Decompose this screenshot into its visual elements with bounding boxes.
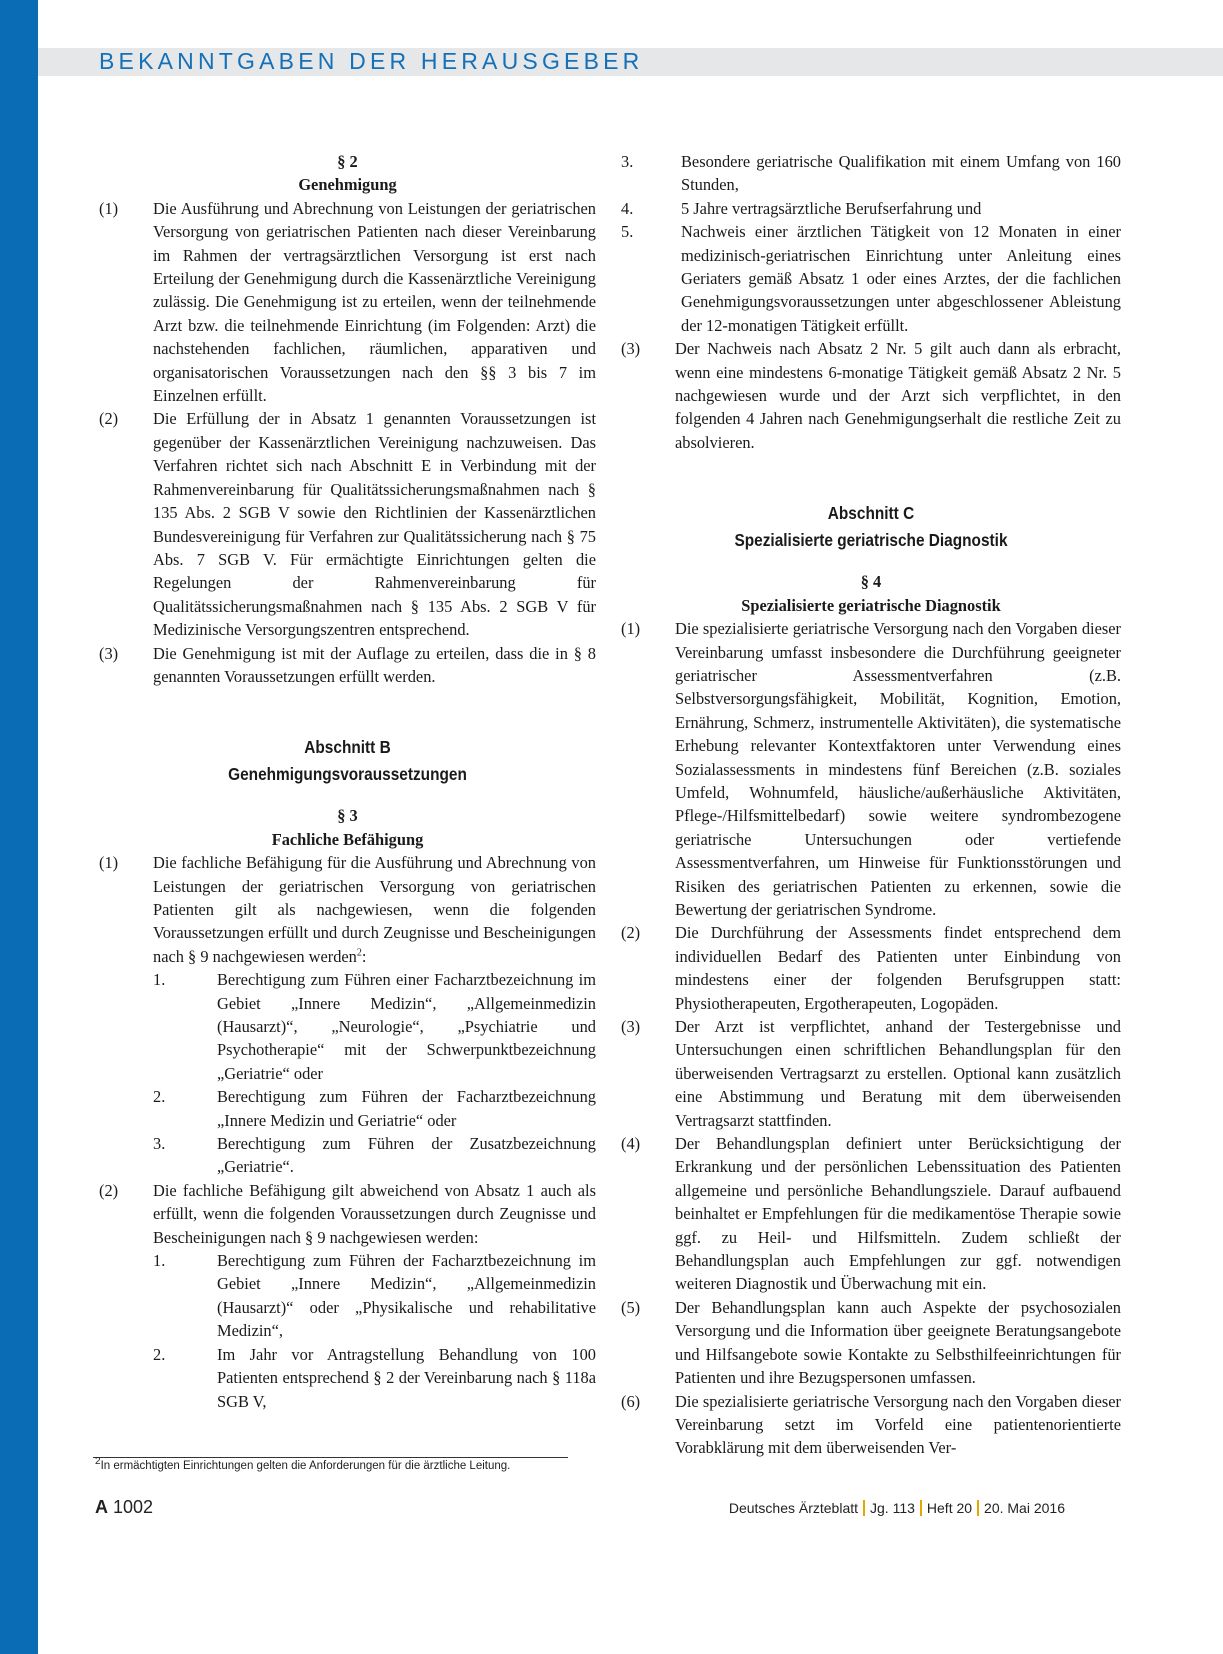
page-number <box>95 1497 153 1518</box>
separator <box>863 1500 865 1516</box>
sub-text: Besondere geriatrische Qualifikation mit einem Umfang von 160 Stunden, <box>681 152 1121 195</box>
sub-text: 5 Jahre vertragsärztliche Berufserfahrung und <box>681 198 982 218</box>
footnote <box>95 1456 511 1472</box>
sub-number: 1. <box>153 1251 166 1271</box>
paragraph-title-4: Spezialisierte geriatrische Diagnostik <box>741 595 1001 615</box>
sub-text: Berechtigung zum Führen der Facharztbezeichnung „Innere Medizin und Geriatrie“ oder <box>217 1087 596 1130</box>
journal-name: Deutsches Ärzteblatt <box>728 1500 859 1516</box>
item-number: (2) <box>99 409 119 429</box>
s3-p1-sub-2 <box>153 1085 596 1132</box>
item-number: (4) <box>621 1134 641 1154</box>
left-column <box>99 150 596 1413</box>
journal-info <box>729 1500 1065 1516</box>
journal-volume: Jg. 113 <box>870 1500 915 1516</box>
item-text: Der Behandlungsplan kann auch Aspekte der psychosozialen Versorgung und die Information über geeignete Beratungsangebote und Hilfsangebote sowie Kontakte zu Selbsthilfeeinrichtungen für Patienten und ihre Bezugspersonen umfassen. <box>675 1297 1121 1388</box>
s4-item-6 <box>621 1390 1121 1460</box>
s4-item-1 <box>621 617 1121 921</box>
s3-p2-sub-5 <box>621 220 1121 337</box>
s4-item-5 <box>621 1296 1121 1390</box>
s4-item-3 <box>621 1015 1121 1132</box>
s3-p1-sub-3 <box>153 1132 596 1179</box>
item-text-body: Die fachliche Befähigung für die Ausführung und Abrechnung von Leistungen der geriatrischen Versorgung von geriatrischen Patienten gilt als nachgewiesen, wenn die folgenden Voraussetzungen erfüllt und durch Zeugnisse und Bescheinigungen nach § 9 nachgewiesen werden <box>153 853 596 966</box>
footnote-ref: 2 <box>356 947 362 959</box>
paragraph-number-3: § 3 <box>337 806 358 826</box>
separator <box>977 1500 979 1516</box>
abschnitt-b-title: Genehmigungsvoraussetzungen <box>228 764 467 785</box>
item-number: (1) <box>99 853 119 873</box>
sub-number: 3. <box>621 152 634 171</box>
section-header-title: BEKANNTGABEN DER HERAUSGEBER <box>99 48 644 74</box>
s3-item-2 <box>99 1179 596 1249</box>
item-text: Die Ausführung und Abrechnung von Leistungen der geriatrischen Versorgung von geriatrischen Patienten nach dieser Vereinbarung im Rahmen der vertragsärztlichen Versorgung ist erst nach Erteilung der Genehmigung durch die Kassenärztliche Vereinigung zulässig. Die Genehmigung ist zu erteilen, wenn der teilnehmende Arzt bzw. die teilnehmende Einrichtung (im Folgenden: Arzt) die nachstehenden fachlichen, räumlichen, apparativen und organisatorischen Voraussetzungen nach den §§ 3 bis 7 im Einzelnen erfüllt. <box>153 198 596 406</box>
item-text: Die Durchführung der Assessments findet entsprechend dem individuellen Bedarf des Patienten unter Einbindung von mindestens einer der folgenden Berufsgruppen statt: Physiotherapeuten, Ergotherapeuten, Logopäden. <box>675 923 1121 1013</box>
sub-number: 2. <box>153 1344 166 1364</box>
s3-p2-sub-3 <box>621 150 1121 197</box>
s3-p2-sub-1 <box>153 1249 596 1343</box>
page-prefix: A <box>95 1497 108 1517</box>
separator <box>920 1500 922 1516</box>
sub-number: 3. <box>153 1134 166 1154</box>
s4-item-2 <box>621 921 1121 1015</box>
paragraph-number-2: § 2 <box>337 152 358 171</box>
sub-text: Berechtigung zum Führen einer Facharztbezeichnung im Gebiet „Innere Medizin“, „Allgemeinmedizin (Hausarzt)“, „Neurologie“, „Psychiatrie und Psychotherapie“ mit der Schwerpunktbezeichnung „Geriatrie“ oder <box>217 970 596 1083</box>
s4-item-4 <box>621 1132 1121 1296</box>
journal-issue: Heft 20 <box>926 1500 973 1516</box>
paragraph-title-3: Fachliche Befähigung <box>271 829 424 849</box>
item-number: (6) <box>621 1391 641 1411</box>
item-text <box>153 851 596 968</box>
s2-item-1 <box>99 197 596 408</box>
sub-text: Nachweis einer ärztlichen Tätigkeit von 12 Monaten in einer medizinisch-geriatrischen Einrichtung unter Anleitung eines Geriaters gemäß Absatz 1 oder eines Arztes, der die fachlichen Genehmigungsvoraussetzungen unter abgeschlossener Ableistung der 12-monatigen Tätigkeit erfüllt. <box>681 222 1121 335</box>
journal-date: 20. Mai 2016 <box>984 1500 1065 1516</box>
footnote-text: In ermächtigten Einrichtungen gelten die Anforderungen für die ärztliche Leitung. <box>100 1460 511 1472</box>
s2-item-2 <box>99 407 596 641</box>
item-number: (1) <box>99 198 119 218</box>
item-text: Die Erfüllung der in Absatz 1 genannten Voraussetzungen ist gegenüber der Kassenärztlichen Vereinigung nachzuweisen. Das Verfahren richtet sich nach Abschnitt E in Verbindung mit der Rahmenvereinbarung für Qualitätssicherungsmaßnahmen nach § 135 Abs. 2 SGB V sowie den Richtlinien der Kassenärztlichen Bundesvereinigung für Verfahren zur Qualitätssicherung nach § 75 Abs. 7 SGB V. Für ermächtigte Einrichtungen gelten die Regelungen der Rahmenvereinbarung für Qualitätssicherungsmaßnahmen nach § 135 Abs. 2 SGB V für Medizinische Versorgungszentren entsprechend. <box>153 409 596 640</box>
abschnitt-c-label: Abschnitt C <box>827 503 915 524</box>
footnote-marker: 2 <box>95 1456 101 1468</box>
sub-text: Berechtigung zum Führen der Facharztbezeichnung im Gebiet „Innere Medizin“, „Allgemeinmedizin (Hausarzt)“ oder „Physikalische und rehabilitative Medizin“, <box>217 1251 596 1341</box>
item-text: Der Behandlungsplan definiert unter Berücksichtigung der Erkrankung und der persönlichen Lebenssituation des Patienten allgemeine und persönliche Behandlungsziele. Darauf aufbauend beinhaltet er Empfehlungen für die medikamentöse Therapie sowie ggf. zu Heil- und Hilfsmitteln. Zudem schließt der Behandlungsplan auch Empfehlungen zur ggf. notwendigen weiteren Diagnostik und Überwachung mit ein. <box>675 1134 1121 1294</box>
sub-text: Berechtigung zum Führen der Zusatzbezeichnung „Geriatrie“. <box>217 1134 596 1177</box>
page-number-value: 1002 <box>113 1497 154 1517</box>
item-text: Der Arzt ist verpflichtet, anhand der Testergebnisse und Untersuchungen einen schriftlichen Behandlungsplan für den überweisenden Vertragsarzt zu erstellen. Optional kann zusätzlich eine Abstimmung und Beratung mit dem überweisenden Vertragsarzt stattfinden. <box>675 1017 1121 1130</box>
item-text: Die Genehmigung ist mit der Auflage zu erteilen, dass die in § 8 genannten Voraussetzungen erfüllt werden. <box>153 643 596 686</box>
footnote-divider <box>93 1457 568 1458</box>
sub-number: 2. <box>153 1087 166 1107</box>
s3-p2-sub-2 <box>153 1343 596 1413</box>
paragraph-number-4: § 4 <box>860 572 882 592</box>
s3-p2-sub-4 <box>621 197 1121 220</box>
sub-text: Im Jahr vor Antragstellung Behandlung von 100 Patienten entsprechend § 2 der Vereinbarung nach § 118a SGB V, <box>217 1344 596 1411</box>
item-number: (1) <box>621 619 641 639</box>
item-number: (2) <box>99 1180 119 1200</box>
s2-item-3 <box>99 642 596 689</box>
abschnitt-c-title: Spezialisierte geriatrische Diagnostik <box>734 530 1008 551</box>
item-number: (5) <box>621 1297 641 1317</box>
item-text: Die fachliche Befähigung gilt abweichend von Absatz 1 auch als erfüllt, wenn die folgenden Voraussetzungen durch Zeugnisse und Bescheinigungen nach § 9 nachgewiesen werden: <box>153 1180 596 1247</box>
item-number: (2) <box>621 923 641 943</box>
abschnitt-b-label: Abschnitt B <box>304 737 391 758</box>
item-number: (3) <box>621 1017 641 1036</box>
s3-item-1 <box>99 851 596 968</box>
s3-p1-sub-1 <box>153 968 596 1085</box>
sub-number: 1. <box>153 970 166 990</box>
item-text-end: : <box>361 946 367 966</box>
item-text: Der Nachweis nach Absatz 2 Nr. 5 gilt auch dann als erbracht, wenn eine mindestens 6-monatige Tätigkeit gemäß Absatz 2 Nr. 5 nachgewiesen wurde und der Arzt sich verpflichtet, in den folgenden 4 Jahren nach Genehmigungserhalt die restliche Zeit zu absolvieren. <box>675 339 1121 452</box>
right-column <box>621 150 1121 1460</box>
s3-item-3 <box>621 337 1121 454</box>
item-text: Die spezialisierte geriatrische Versorgung nach den Vorgaben dieser Vereinbarung umfasst insbesondere die Durchführung geeigneter geriatrischer Assessmentverfahren (z.B. Selbstversorgungsfähigkeit, Mobilität, Kognition, Emotion, Ernährung, Schmerz, instrumentelle Aktivitäten), die systematische Erhebung relevanter Kontextfaktoren unter Verwendung eines Sozialassessments in mindestens fünf Bereichen (z.B. soziales Umfeld, Wohnumfeld, häusliche/außerhäusliche Aktivitäten, Pflege-/Hilfsmittelbedarf) sowie weitere syndrombezogene geriatrische Untersuchungen oder vertiefende Assessmentverfahren, um Hinweise für Funktionsstörungen und Risiken des geriatrischen Patienten zu erkennen, sowie die Bewertung der geriatrischen Syndrome. <box>675 619 1121 919</box>
paragraph-title-2: Genehmigung <box>298 175 397 195</box>
item-number: (3) <box>621 339 641 359</box>
sub-number: 4. <box>621 198 634 218</box>
item-text: Die spezialisierte geriatrische Versorgung nach den Vorgaben dieser Vereinbarung setzt im Vorfeld eine patientenorientierte Vorabklärung mit dem überweisenden Ver- <box>675 1391 1121 1458</box>
item-number: (3) <box>99 643 119 663</box>
side-color-bar <box>0 0 38 1654</box>
sub-number: 5. <box>621 222 634 242</box>
